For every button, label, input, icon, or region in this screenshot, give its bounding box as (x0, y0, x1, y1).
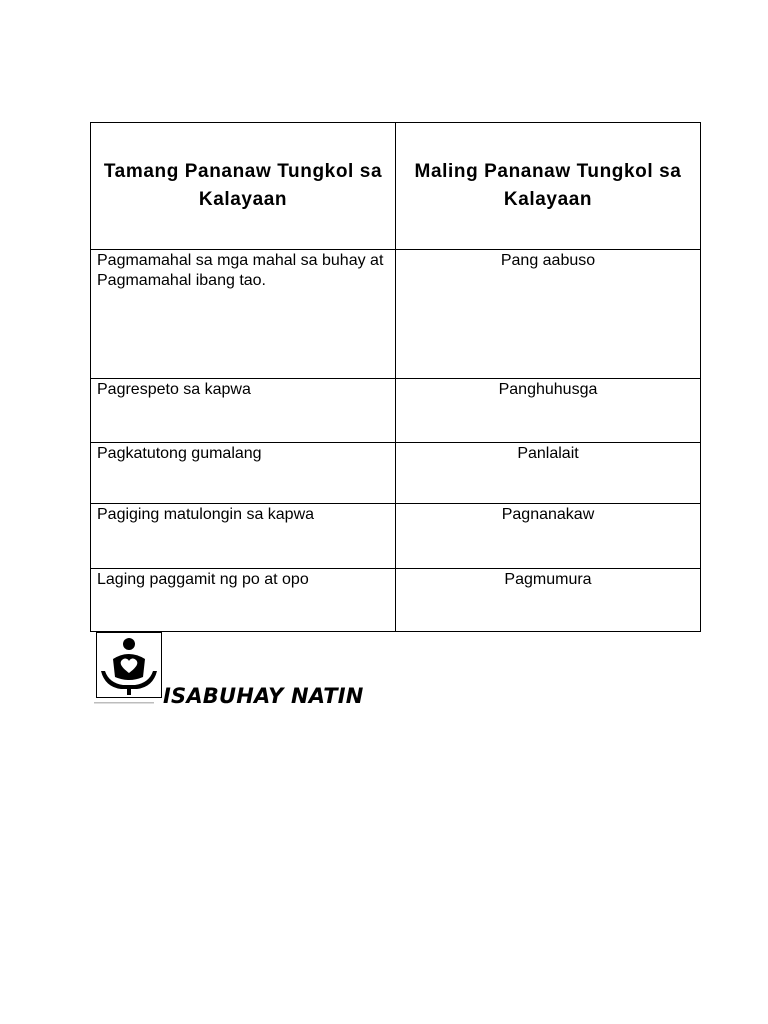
header-tamang-pananaw: Tamang Pananaw Tungkol sa Kalayaan (91, 123, 396, 250)
header-maling-pananaw: Maling Pananaw Tungkol sa Kalayaan (396, 123, 701, 250)
cell-maling: Panlalait (396, 443, 701, 504)
comparison-table (90, 122, 701, 632)
table-row (91, 504, 701, 569)
cell-tamang: Pagmamahal sa mga mahal sa buhay at Pagmamahal ibang tao. (91, 250, 396, 379)
table-row (91, 569, 701, 632)
table-header-row (91, 123, 701, 250)
section-title: ISABUHAY NATIN (163, 684, 364, 708)
table-row (91, 443, 701, 504)
table-row (91, 379, 701, 443)
table-row (91, 250, 701, 379)
cell-tamang: Laging paggamit ng po at opo (91, 569, 396, 632)
cell-tamang: Pagrespeto sa kapwa (91, 379, 396, 443)
cell-tamang: Pagiging matulongin sa kapwa (91, 504, 396, 569)
cell-maling: Pagnanakaw (396, 504, 701, 569)
cell-maling: Pagmumura (396, 569, 701, 632)
heart-hands-icon (96, 632, 162, 698)
cell-maling: Panghuhusga (396, 379, 701, 443)
cell-maling: Pang aabuso (396, 250, 701, 379)
icon-caption-line (92, 700, 162, 706)
cell-tamang: Pagkatutong gumalang (91, 443, 396, 504)
